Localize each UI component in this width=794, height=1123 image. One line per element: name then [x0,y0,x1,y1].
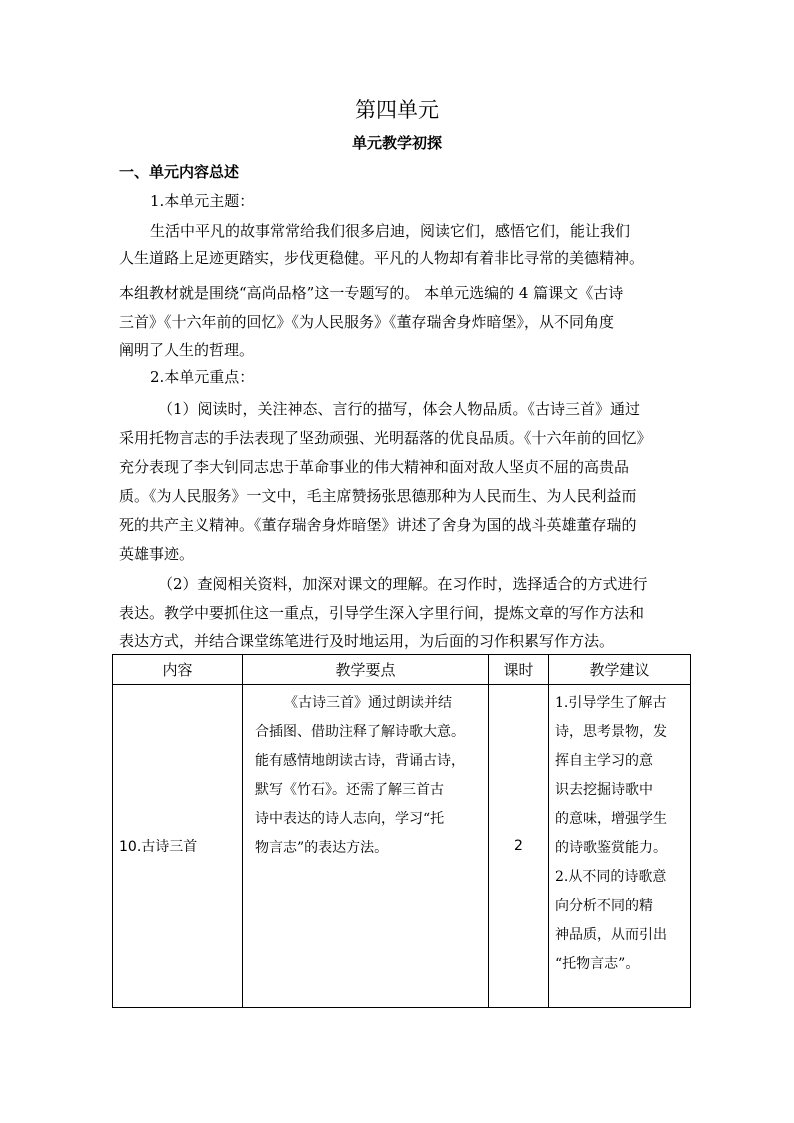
column-header-suggestions: 教学建议 [549,655,691,685]
teaching-points-line: 诗中表达的诗人志向，学习“托 [255,811,445,827]
suggestion-line: 2.从不同的诗歌意 [555,869,667,885]
theme-paragraph-line: 三首》《十六年前的回忆》《为人民服务》《董存瑞舍身炸暗堡》，从不同角度 [119,313,615,331]
teaching-points-line: 合插图、借助注释了解诗歌大意。 [255,724,465,740]
table-row [113,685,691,1008]
focus2-paragraph-line: （2）查阅相关资料，加深对课文的理解。在习作时，选择适合的方式进行 [158,575,648,593]
teaching-points-line: 物言志”的表达方法。 [255,840,389,856]
suggestion-line: 挥自主学习的意 [555,753,653,769]
focus1-paragraph-line: 采用托物言志的手法表现了坚劲顽强、光明磊落的优良品质。《十六年前的回忆》 [119,429,652,447]
suggestion-line: “托物言志”。 [555,956,640,972]
theme-paragraph-line: 阐明了人生的哲理。 [119,341,255,359]
column-header-hours: 课时 [489,655,549,685]
teaching-suggestions-cell [549,685,691,1008]
lesson-content-cell: 10.古诗三首 [113,685,243,1008]
suggestion-line: 的诗歌鉴赏能力。 [555,840,667,856]
focus1-paragraph-line: （1）阅读时，关注神态、言行的描写，体会人物品质。《古诗三首》通过 [158,400,641,418]
theme-paragraph-line: 生活中平凡的故事常常给我们很多启迪，阅读它们，感悟它们，能让我们 [150,222,631,240]
suggestion-line: 识去挖掘诗歌中 [555,782,653,798]
suggestion-line: 神品质，从而引出 [555,927,667,943]
theme-label: 1.本单元主题： [150,192,255,210]
focus1-paragraph-line: 充分表现了李大钊同志忠于革命事业的伟大精神和面对敌人坚贞不屈的高贵品 [119,458,630,476]
suggestion-line: 的意味，增强学生 [555,811,667,827]
teaching-plan-table [112,654,691,1008]
suggestion-line: 向分析不同的精 [555,898,653,914]
section-heading: 一、单元内容总述 [119,163,240,181]
class-hours-cell: 2 [489,685,549,1008]
teaching-points-line: 默写《竹石》。还需了解三首古 [255,782,444,798]
column-header-content: 内容 [113,655,243,685]
suggestion-line: 1.引导学生了解古 [555,695,667,711]
table-header-row [113,655,691,685]
teaching-points-line: 《古诗三首》通过朗读并结 [284,695,452,711]
focus1-paragraph-line: 英雄事迹。 [119,545,195,563]
focus-label: 2.本单元重点： [150,368,255,386]
focus1-paragraph-line: 质。《为人民服务》一文中，毛主席赞扬张思德那种为人民而生、为人民利益而 [119,487,637,505]
suggestion-line: 诗，思考景物，发 [555,724,667,740]
column-header-points: 教学要点 [243,655,489,685]
theme-paragraph-line: 人生道路上足迹更踏实，步伐更稳健。平凡的人物却有着非比寻常的美德精神。 [119,249,645,267]
teaching-points-cell [243,685,489,1008]
focus2-paragraph-line: 表达。教学中要抓住这一重点，引导学生深入字里行间，提炼文章的写作方法和 [119,604,645,622]
unit-title: 第四单元 [355,98,439,122]
focus2-paragraph-line: 表达方式，并结合课堂练笔进行及时地运用，为后面的习作积累写作方法。 [119,632,615,650]
unit-subtitle: 单元教学初探 [351,134,442,152]
theme-paragraph-line: 本组教材就是围绕“高尚品格”这一专题写的。 本单元选编的 4 篇课文《古诗 [119,284,624,302]
focus1-paragraph-line: 死的共产主义精神。《董存瑞舍身炸暗堡》讲述了舍身为国的战斗英雄董存瑞的 [119,516,637,534]
teaching-points-line: 能有感情地朗读古诗，背诵古诗， [255,753,465,769]
